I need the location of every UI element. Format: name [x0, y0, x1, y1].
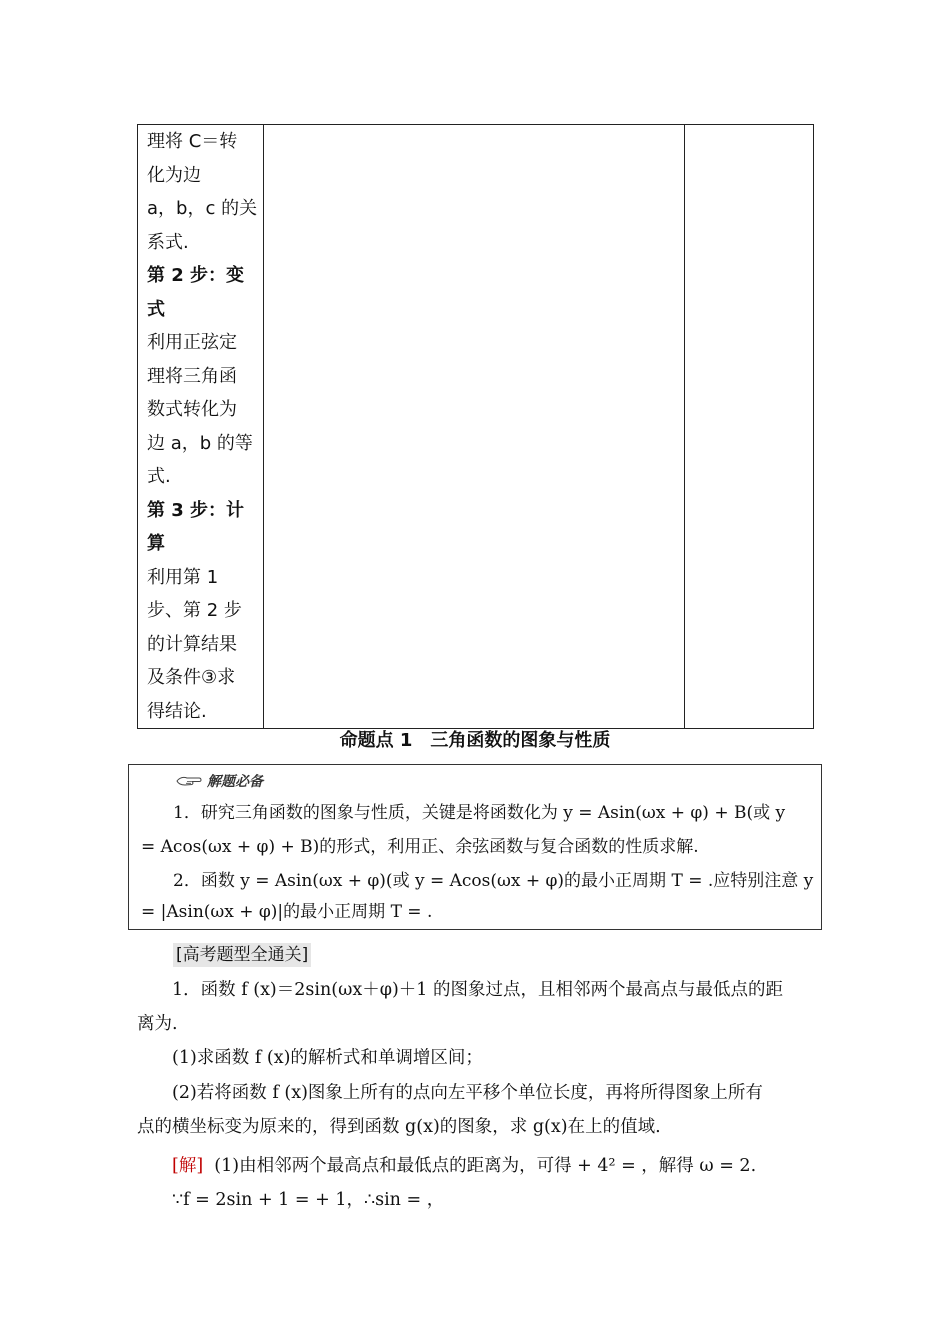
key-points-box — [128, 764, 822, 930]
table-line: 边 a，b 的等 — [147, 432, 253, 454]
problem-statement: 1．函数 f (x)＝2sin(ωx＋φ)＋1 的图象过点，且相邻两个最高点与最低点的距 — [172, 980, 783, 1000]
pointing-hand-icon — [175, 772, 203, 791]
question-2-cont: 点的横坐标变为原来的，得到函数 g(x)的图象，求 g(x)在上的值域. — [137, 1117, 661, 1137]
table-line: 化为边 — [147, 164, 201, 186]
key-point-1-cont: = Acos(ωx + φ) + B)的形式，利用正、余弦函数与复合函数的性质求解. — [141, 837, 699, 857]
table-line: 步、第 2 步 — [147, 600, 242, 621]
table-line: 利用正弦定 — [147, 332, 237, 353]
table-line: a，b，c 的关 — [147, 198, 258, 219]
table-line: 理将三角函 — [147, 365, 237, 387]
section-heading: 命题点 1 三角函数的图象与性质 — [339, 730, 611, 751]
table-column-divider — [263, 125, 264, 728]
solution-line: ∵f = 2sin + 1 = + 1，∴sin = ， — [172, 1190, 445, 1210]
question-2: (2)若将函数 f (x)图象上所有的点向左平移个单位长度，再将所得图象上所有 — [172, 1083, 763, 1103]
table-column-divider — [684, 125, 685, 728]
table-line: 数式转化为 — [147, 399, 237, 420]
key-point-2-cont: = |Asin(ωx + φ)|的最小正周期 T = . — [141, 902, 433, 922]
table-cell-steps — [147, 125, 259, 728]
table-line: 的计算结果 — [147, 633, 237, 655]
table-line: 利用第 1 — [147, 566, 219, 588]
question-1: (1)求函数 f (x)的解析式和单调增区间； — [172, 1048, 483, 1068]
table-line: 系式. — [147, 231, 189, 253]
solution-tag: [解] — [172, 1156, 204, 1176]
key-points-label: 解题必备 — [207, 774, 263, 790]
table-line: 得结论. — [147, 700, 207, 722]
table-step-title: 第 2 步：变 — [147, 265, 245, 286]
solution-line: [解] (1)由相邻两个最高点和最低点的距离为，可得 + 4² = ，解得 ω = 2. — [172, 1156, 757, 1176]
key-points-header — [175, 771, 263, 791]
table-step-title: 算 — [147, 533, 165, 554]
table-line: 理将 C＝转 — [147, 131, 238, 152]
continuation-table — [137, 124, 814, 729]
table-step-title: 式 — [147, 298, 165, 320]
key-point-2: 2．函数 y = Asin(ωx + φ)(或 y = Acos(ωx + φ)的最小正周期 T = .应特别注意 y — [173, 871, 814, 891]
table-line: 及条件③求 — [147, 667, 236, 688]
problem-statement-cont: 离为. — [137, 1014, 178, 1034]
table-line: 式. — [147, 466, 171, 487]
section-tag: [高考题型全通关] — [173, 943, 311, 967]
table-step-title: 第 3 步：计 — [147, 499, 245, 521]
key-point-1: 1．研究三角函数的图象与性质，关键是将函数化为 y = Asin(ωx + φ) + B(或 y — [173, 803, 786, 823]
